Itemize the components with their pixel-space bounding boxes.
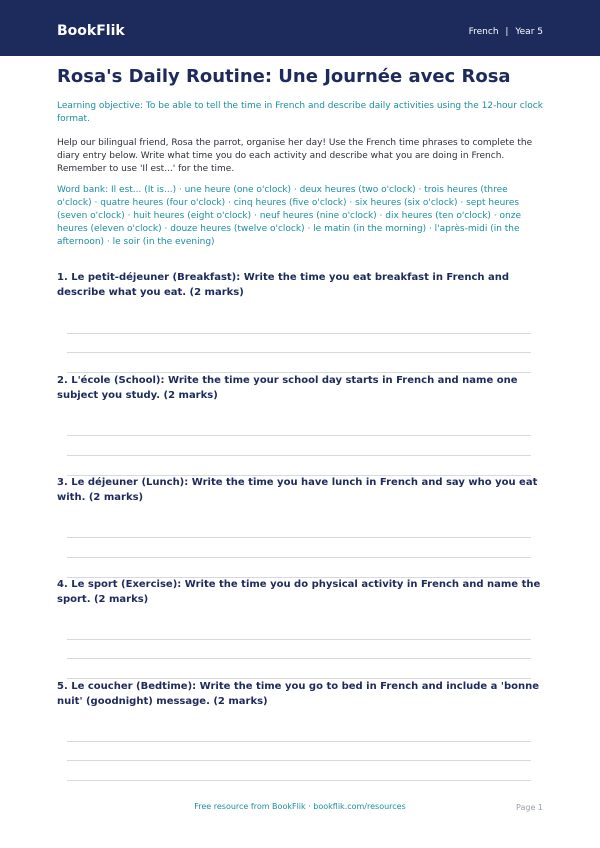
subject-label: French	[468, 27, 499, 37]
year-label: Year 5	[515, 27, 543, 37]
meta-separator: |	[505, 27, 509, 37]
page-number: Page 1	[516, 803, 543, 812]
answer-line[interactable]	[67, 537, 531, 538]
instructions: Help our bilingual friend, Rosa the parrot, organise her day! Use the French time phrases to complete the diary entry below. Write what time you do each activity and describe what you are doing in French. Remember to use 'Il est...' for the time.	[57, 138, 533, 174]
question-1: 1. Le petit-déjeuner (Breakfast): Write the time you eat breakfast in French and describe what you eat. (2 marks)	[57, 272, 510, 298]
answer-line[interactable]	[67, 741, 531, 742]
question-5: 5. Le coucher (Bedtime): Write the time you go to bed in French and include a 'bonne nuit' (goodnight) message. (2 marks)	[57, 681, 540, 707]
answer-line[interactable]	[67, 435, 531, 436]
learning-objective: Learning objective: To be able to tell the time in French and describe daily activities using the 12-hour clock format.	[57, 101, 543, 124]
subject-year	[469, 27, 543, 37]
answer-line[interactable]	[67, 333, 531, 334]
question-2: 2. L'école (School): Write the time your school day starts in French and name one subject you study. (2 marks)	[57, 375, 518, 401]
answer-line[interactable]	[67, 760, 531, 761]
question-3: 3. Le déjeuner (Lunch): Write the time you have lunch in French and say who you eat with. (2 marks)	[57, 477, 538, 503]
word-bank: Word bank: Il est... (It is...) · une heure (one o'clock) · deux heures (two o'clock) · trois heures (three o'clock) · quatre heures (four o'clock) · cinq heures (five o'clock) · six heures (six o'clock) · sept heures (seven o'clock) · huit heures (eight o'clock) · neuf heures (nine o'clock) · dix heures (ten o'clock) · onze heures (eleven o'clock) · douze heures (twelve o'clock) · le matin (in the morning) · l'après-midi (in the afternoon) · le soir (in the evening)	[57, 185, 521, 247]
answer-line[interactable]	[67, 557, 531, 558]
answer-line[interactable]	[67, 639, 531, 640]
answer-line[interactable]	[67, 352, 531, 353]
answer-line[interactable]	[67, 658, 531, 659]
brand-logo: BookFlik	[57, 23, 125, 39]
answer-line[interactable]	[67, 455, 531, 456]
footer-source: Free resource from BookFlik · bookflik.com/resources	[194, 802, 406, 811]
page-header	[0, 0, 600, 56]
page-title: Rosa's Daily Routine: Une Journée avec Rosa	[57, 66, 511, 87]
question-4: 4. Le sport (Exercise): Write the time you do physical activity in French and name the sport. (2 marks)	[57, 579, 541, 605]
answer-line[interactable]	[67, 780, 531, 781]
